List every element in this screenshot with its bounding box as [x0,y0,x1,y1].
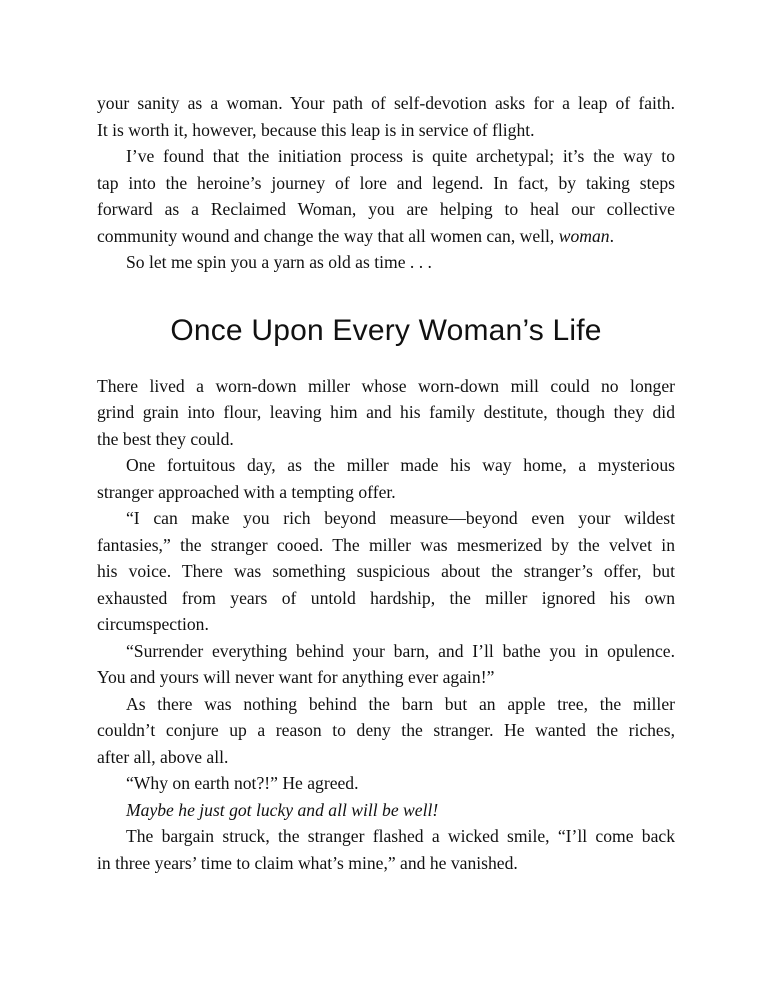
text-line: It is worth it, however, because this leap is in service of flight. [97,119,535,140]
text-line: your sanity as a woman. Your path of self-devotion asks for a leap of faith. [97,93,675,113]
text-line: fantasies,” the stranger cooed. The miller was mesmerized by the velvet in [97,534,675,555]
text-line: grind grain into flour, leaving him and his family destitute, though they did [97,402,675,422]
text-line [97,223,675,250]
text-line: tap into the heroine’s journey of lore and legend. In fact, by taking steps [97,172,675,193]
text-line: I’ve found that the initiation process is quite archetypal; it’s the way to [126,146,675,166]
story-paragraph-7 [97,797,675,824]
story-paragraph-8 [97,823,675,876]
story-paragraph-1 [97,373,675,453]
text-line: As there was nothing behind the barn but an apple tree, the miller [126,693,675,714]
text-line: in three years’ time to claim what’s mine,” and he vanished. [97,852,518,873]
text-line: “I can make you rich beyond measure—beyond even your wildest [126,508,675,528]
story-paragraph-2 [97,452,675,505]
book-page [97,90,675,876]
intro-paragraph-1 [97,90,675,143]
text-line: forward as a Reclaimed Woman, you are helping to heal our collective [97,199,675,219]
text-line: One fortuitous day, as the miller made his way home, a mysterious [126,455,675,475]
text-line: couldn’t conjure up a reason to deny the stranger. He wanted the riches, [97,720,675,740]
text-line: So let me spin you a yarn as old as time . . . [126,252,432,272]
intro-paragraph-2 [97,143,675,249]
text-run: community wound and change the way that all women can, well, [97,225,559,246]
text-line: circumspection. [97,614,209,634]
text-run: . [609,225,614,246]
italic-text: woman [558,225,610,246]
intro-paragraph-3 [97,249,675,276]
text-line: “Surrender everything behind your barn, and I’ll bathe you in opulence. [126,640,675,661]
text-line: the best they could. [97,428,234,449]
story-paragraph-4 [97,638,675,691]
text-line: There lived a worn-down miller whose worn-down mill could no longer [97,375,675,396]
text-line: stranger approached with a tempting offer. [97,481,396,502]
text-line: exhausted from years of untold hardship, the miller ignored his own [97,587,675,608]
story-paragraph-3 [97,505,675,638]
story-paragraph-6 [97,770,675,797]
text-line: You and yours will never want for anything ever again!” [97,667,495,687]
text-line: “Why on earth not?!” He agreed. [126,773,359,793]
section-heading: Once Upon Every Woman’s Life [170,313,602,347]
text-line: The bargain struck, the stranger flashed a wicked smile, “I’ll come back [126,826,675,846]
text-line: his voice. There was something suspicious about the stranger’s offer, but [97,561,675,581]
text-line: after all, above all. [97,746,229,767]
italic-text: Maybe he just got lucky and all will be well! [126,799,439,820]
story-paragraph-5 [97,691,675,771]
